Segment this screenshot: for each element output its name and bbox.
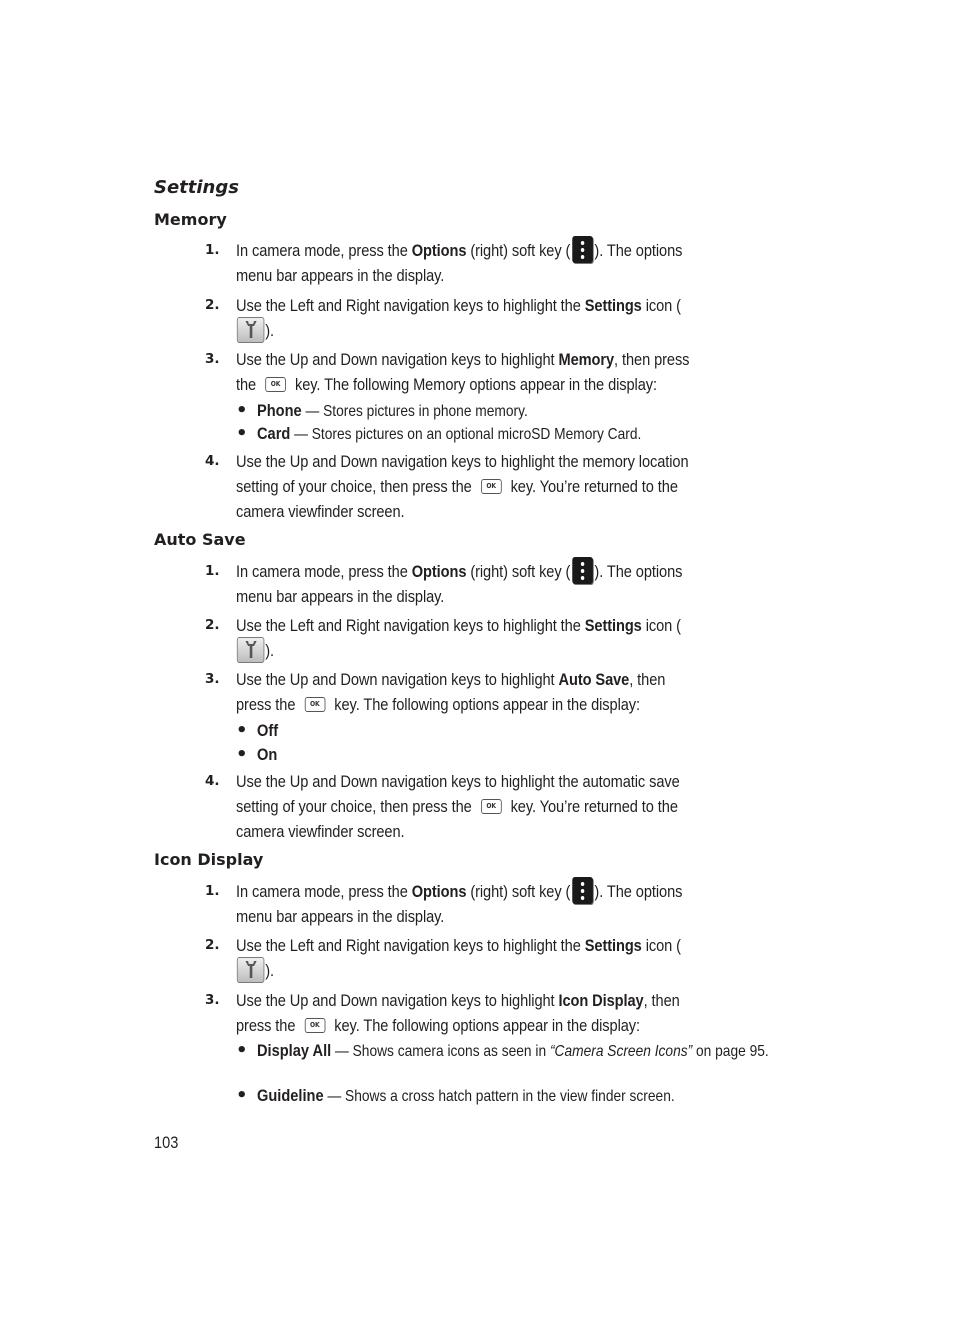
ok-key-icon: OK (305, 697, 326, 712)
step-text: Use the Left and Right navigation keys to highlight the Settings icon ( ). (236, 613, 700, 663)
step-number: 1. (205, 883, 220, 899)
memory-option-card: • Card — Stores pictures on an optional microSD Memory Card. (236, 423, 642, 444)
subsection-icondisplay-heading: Icon Display (154, 850, 264, 869)
page-number: 103 (154, 1133, 179, 1152)
bullet-dot: • (236, 400, 248, 421)
memory-option-phone: • Phone — Stores pictures in phone memory. (236, 400, 528, 421)
bullet-dot: • (236, 423, 248, 444)
bullet-dot: • (236, 720, 248, 741)
icondisplay-option-guideline: • Guideline — Shows a cross hatch pattern in the view finder screen. (236, 1085, 675, 1106)
autosave-step-1 (205, 559, 785, 609)
autosave-step-4 (205, 769, 785, 844)
step-text: Use the Up and Down navigation keys to highlight the automatic save setting of your choice, then press the OK key. You’re returned to the camera viewfinder screen. (236, 772, 680, 841)
section-title: Settings (154, 177, 239, 198)
icondisplay-step-3 (205, 988, 785, 1038)
autosave-option-off: • Off (236, 720, 279, 741)
subsection-memory-heading: Memory (154, 210, 227, 229)
options-soft-key-icon (572, 877, 593, 904)
subsection-autosave-heading: Auto Save (154, 530, 246, 549)
icondisplay-step-2 (205, 933, 785, 983)
settings-wrench-icon (237, 957, 265, 983)
step-number: 3. (205, 351, 220, 367)
icondisplay-option-display-all: • Display All — Shows camera icons as seen in “Camera Screen Icons” on page 95. (236, 1040, 769, 1061)
ok-key-icon: OK (265, 377, 286, 392)
autosave-step-3 (205, 667, 785, 717)
bullet-dot: • (236, 1085, 248, 1106)
settings-wrench-icon (237, 637, 265, 663)
step-text: In camera mode, press the Options (right) soft key ( ). The options menu bar appears in the display. (236, 238, 700, 288)
ok-key-icon: OK (305, 1018, 326, 1033)
step-text: Use the Left and Right navigation keys to highlight the Settings icon ( ). (236, 293, 700, 343)
bullet-dot: • (236, 744, 248, 765)
step-text: Use the Up and Down navigation keys to highlight Icon Display, then press the OK key. The following options appear in the display: (236, 991, 680, 1035)
ok-key-icon: OK (481, 479, 502, 494)
memory-step-3 (205, 347, 785, 397)
autosave-step-2 (205, 613, 785, 663)
memory-step-1 (205, 238, 785, 288)
step-number: 2. (205, 617, 220, 633)
bullet-dot: • (236, 1040, 248, 1061)
step-text: In camera mode, press the Options (right) soft key ( ). The options menu bar appears in the display. (236, 559, 700, 609)
ok-key-icon: OK (481, 799, 502, 814)
step-number: 4. (205, 773, 220, 789)
cross-reference-link[interactable]: “Camera Screen Icons” (549, 1043, 693, 1060)
step-text: Use the Up and Down navigation keys to highlight Auto Save, then press the OK key. The following options appear in the display: (236, 670, 666, 714)
step-number: 1. (205, 242, 220, 258)
memory-step-2 (205, 293, 785, 343)
memory-step-4 (205, 449, 785, 524)
step-text: Use the Up and Down navigation keys to highlight Memory, then press the OK key. The following Memory options appear in the display: (236, 350, 690, 394)
step-number: 3. (205, 992, 220, 1008)
settings-wrench-icon (237, 317, 265, 343)
step-text: Use the Up and Down navigation keys to highlight the memory location setting of your choice, then press the OK key. You’re returned to the camera viewfinder screen. (236, 452, 689, 521)
step-number: 3. (205, 671, 220, 687)
options-soft-key-icon (572, 236, 593, 263)
step-number: 2. (205, 297, 220, 313)
step-number: 4. (205, 453, 220, 469)
autosave-option-on: • On (236, 744, 278, 765)
step-number: 2. (205, 937, 220, 953)
options-soft-key-icon (572, 557, 593, 584)
icondisplay-step-1 (205, 879, 785, 929)
step-text: Use the Left and Right navigation keys to highlight the Settings icon ( ). (236, 933, 700, 983)
step-number: 1. (205, 563, 220, 579)
step-text: In camera mode, press the Options (right) soft key ( ). The options menu bar appears in the display. (236, 879, 700, 929)
